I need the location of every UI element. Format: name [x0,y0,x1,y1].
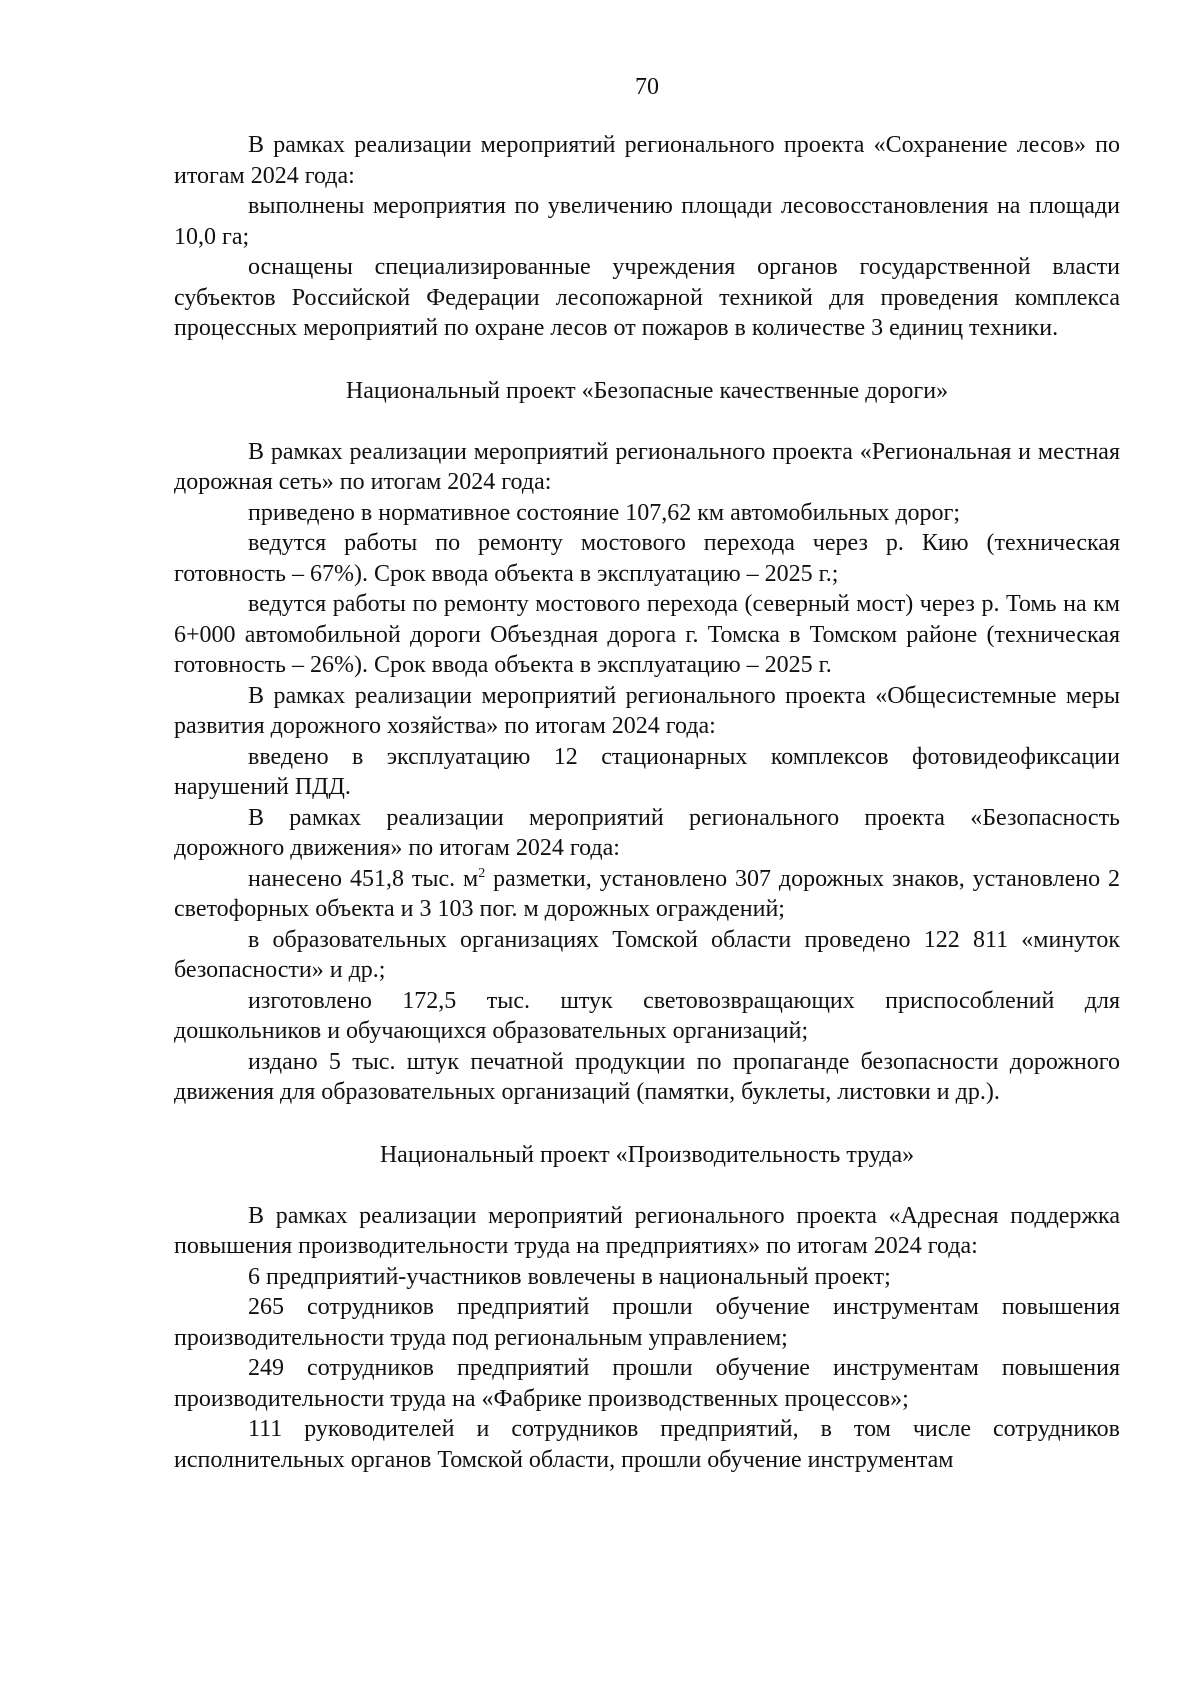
superscript: 2 [478,865,486,881]
text-run: разметки, установлено 307 дорожных знаков, установлено 2 светофорных объекта и 3 103 пог. м дорожных ограждений; [174,865,1121,922]
paragraph: изготовлено 172,5 тыс. штук световозвращающих приспособлений для дошкольников и обучающихся образовательных организаций; [174,987,1120,1044]
section-roads [174,376,1120,1108]
paragraph: ведутся работы по ремонту мостового перехода через р. Кию (техническая готовность – 67%). Срок ввода объекта в эксплуатацию – 2025 г.; [174,530,1120,587]
paragraph: приведено в нормативное состояние 107,62 км автомобильных дорог; [248,499,961,526]
section-heading: Национальный проект «Производительность труда» [379,1141,915,1168]
paragraph: в образовательных организациях Томской области проведено 122 811 «минуток безопасности» и др.; [174,926,1120,983]
paragraph: В рамках реализации мероприятий регионального проекта «Сохранение лесов» по итогам 2024 года: [174,132,1120,189]
paragraph: В рамках реализации мероприятий регионального проекта «Адресная поддержка повышения производительности труда на предприятиях» по итогам 2024 года: [174,1202,1120,1259]
paragraph: В рамках реализации мероприятий регионального проекта «Региональная и местная дорожная сеть» по итогам 2024 года: [174,438,1120,495]
document-page [174,72,1120,1475]
text-run: нанесено 451,8 тыс. м [248,865,479,892]
section-heading: Национальный проект «Безопасные качественные дороги» [345,377,949,404]
paragraph: 249 сотрудников предприятий прошли обучение инструментам повышения производительности труда на «Фабрике производственных процессов»; [174,1355,1120,1412]
paragraph-markings [174,864,1120,925]
section-forests [174,130,1120,344]
paragraph: издано 5 тыс. штук печатной продукции по пропаганде безопасности дорожного движения для образовательных организаций (памятки, буклеты, листовки и др.). [174,1048,1120,1105]
page-number: 70 [635,74,659,100]
paragraph: 6 предприятий-участников вовлечены в национальный проект; [248,1263,891,1290]
paragraph: выполнены мероприятия по увеличению площади лесовосстановления на площади 10,0 га; [174,193,1120,250]
paragraph: введено в эксплуатацию 12 стационарных комплексов фотовидеофиксации нарушений ПДД. [174,743,1120,800]
paragraph: В рамках реализации мероприятий регионального проекта «Безопасность дорожного движения» по итогам 2024 года: [174,804,1120,861]
paragraph: 265 сотрудников предприятий прошли обучение инструментам повышения производительности труда под региональным управлением; [174,1294,1120,1351]
paragraph: В рамках реализации мероприятий регионального проекта «Общесистемные меры развития дорожного хозяйства» по итогам 2024 года: [174,682,1120,739]
paragraph: оснащены специализированные учреждения органов государственной власти субъектов Российской Федерации лесопожарной техникой для проведения комплекса процессных мероприятий по охране лесов от пожаров в количестве 3 единиц техники. [174,254,1120,341]
paragraph: ведутся работы по ремонту мостового перехода (северный мост) через р. Томь на км 6+000 автомобильной дороги Объездная дорога г. Томска в Томском районе (техническая готовность – 26%). Срок ввода объекта в эксплуатацию – 2025 г. [174,591,1120,678]
paragraph: 111 руководителей и сотрудников предприятий, в том числе сотрудников исполнительных органов Томской области, прошли обучение инструментам [174,1416,1120,1473]
section-labor [174,1140,1120,1476]
